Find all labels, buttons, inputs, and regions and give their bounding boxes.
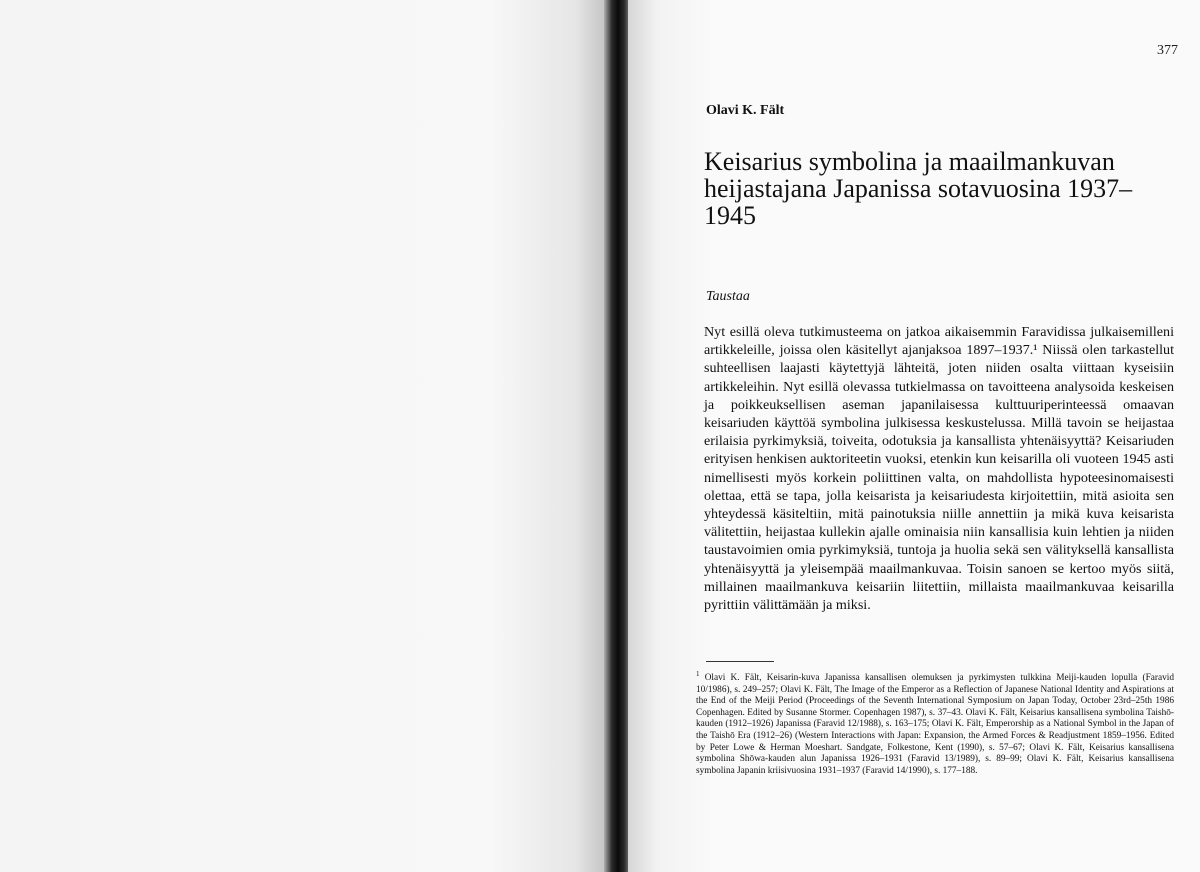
footnote-marker: 1: [696, 670, 700, 678]
right-page: [628, 0, 1200, 872]
body-paragraph: Nyt esillä oleva tutkimusteema on jatkoa aikaisemmin Faravidissa julkaisemilleni artikkeleille, joissa olen käsitellyt ajanjaksoa 1897–1937.¹ Niissä olen tarkastellut suhteellisen laajasti käytettyjä lähteitä, joten niiden osalta viittaan kyseisiin artikkeleihin. Nyt esillä olevassa tutkielmassa on tavoitteena analysoida keskeisen ja poikkeuksellisen aseman japanilaisessa kulttuuriperinteessä omaavan keisariuden käyttöä symbolina julkisessa keskustelussa. Millä tavoin se heijastaa erilaisia pyrkimyksiä, toiveita, odotuksia ja kansallista yhtenäisyyttä? Keisariuden erityisen henkisen auktoriteetin vuoksi, etenkin kun keisarilla oli vuoteen 1945 asti nimellisesti myös korkein poliittinen valta, on mahdollista hypoteesinomaisesti olettaa, että se tapa, jolla keisarista ja keisariudesta kirjoitettiin, mitä asioita sen yhteydessä käsiteltiin, mitä painotuksia niille annettiin ja mikä kuva keisarista välitettiin, heijastaa kullekin ajalle ominaisia niin kansallisia kuin lehtien ja niiden taustavoimien omia pyrkimyksiä, tuntoja ja huolia sekä sen välityksellä kansallista yhtenäisyyttä ja yleisempää maailmankuvaa. Toisin sanoen se kertoo myös siitä, millainen maailmankuva keisariin liitettiin, millaista maailmankuvaa keisarilla pyrittiin välittämään ja miksi.: [704, 324, 1174, 614]
page-number: 377: [1157, 43, 1178, 58]
footnote: [696, 669, 1174, 777]
article-title: Keisarius symbolina ja maailmankuvan heijastajana Japanissa sotavuosina 1937–1945: [704, 147, 1133, 230]
footnote-divider: [706, 661, 774, 662]
footnote-text: Olavi K. Fält, Keisarin-kuva Japanissa kansallisen olemuksen ja pyrkimysten tulkkina Meiji-kauden lopulla (Faravid 10/1986), s. 249–257; Olavi K. Fält, The Image of the Emperor as a Reflection of Japanese National Identity and Aspirations at the End of the Meiji Period (Proceedings of the Seventh International Symposium on Japan Today, October 23rd–25th 1986 Copenhagen. Edited by Susanne Stormer. Copenhagen 1987), s. 37–43. Olavi K. Fält, Keisarius kansallisena symbolina Taishō-kauden (1912–1926) Japanissa (Faravid 12/1988), s. 163–175; Olavi K. Fält, Emperorship as a National Symbol in the Japan of the Taishō Era (1912–26) (Western Interactions with Japan: Expansion, the Armed Forces & Readjustment 1859–1956. Edited by Peter Lowe & Herman Moeshart. Sandgate, Folkestone, Kent (1990), s. 57–67; Olavi K. Fält, Keisarius kansallisena symbolina Shōwa-kauden alun Japanissa 1926–1931 (Faravid 13/1989), s. 89–99; Olavi K. Fält, Keisarius kansallisena symbolina Japanin kriisivuosina 1931–1937 (Faravid 14/1990), s. 177–188.: [696, 673, 1174, 776]
section-heading: Taustaa: [706, 289, 750, 304]
article-author: Olavi K. Fält: [706, 103, 785, 118]
